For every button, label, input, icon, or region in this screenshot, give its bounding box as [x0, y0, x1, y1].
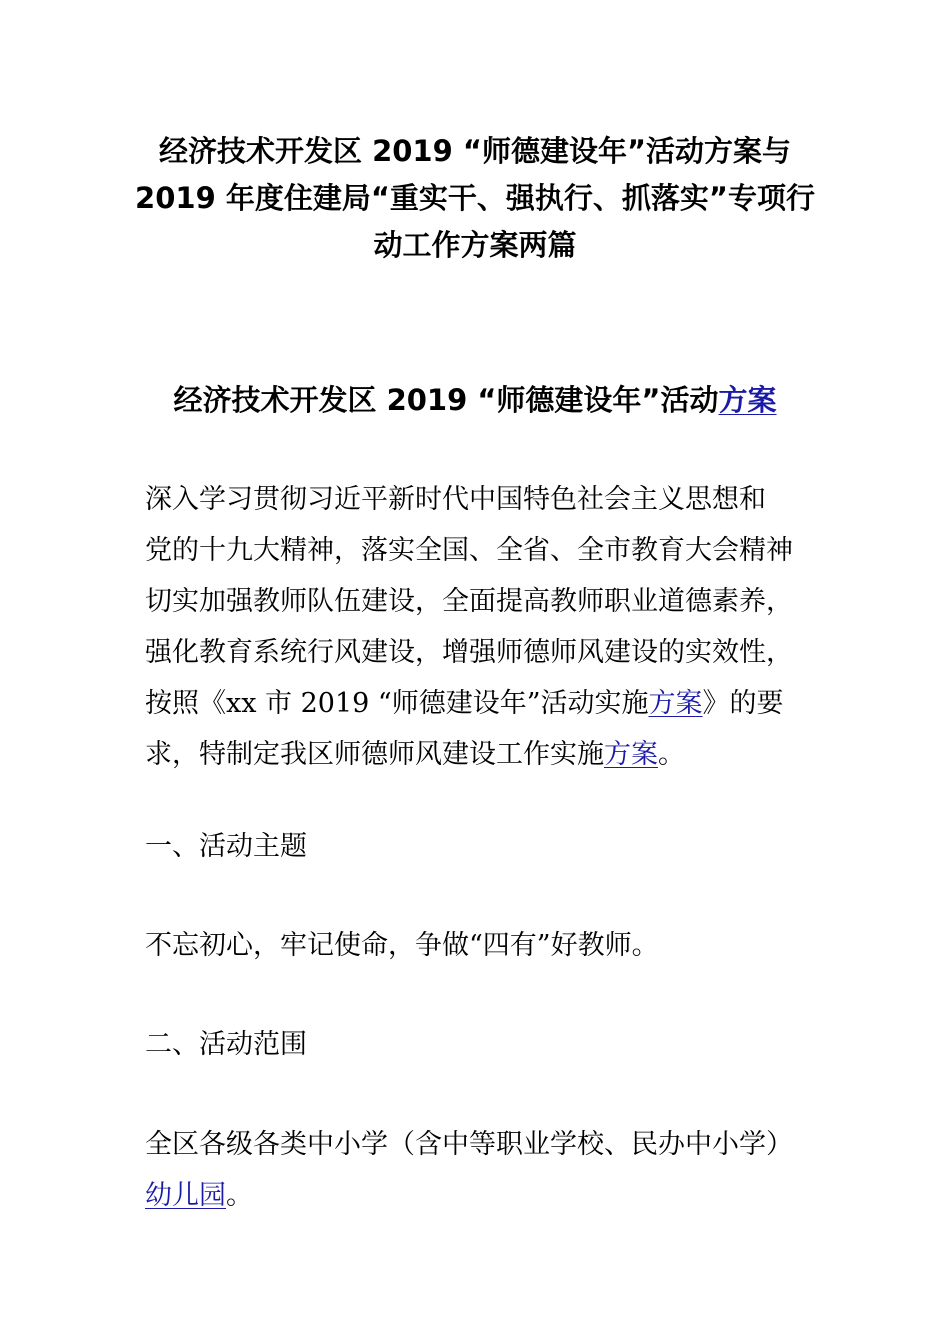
document-title-line-1: 经济技术开发区 2019 “师德建设年”活动方案与 [158, 134, 792, 168]
intro-line-6 [145, 729, 825, 780]
intro-paragraph [145, 474, 825, 780]
intro-line-5-tail: 》的要 [702, 688, 784, 719]
intro-line-2: 党的十九大精神，落实全国、全省、全市教育大会精神 [145, 535, 793, 566]
kindergarten-link[interactable]: 幼儿园 [145, 1180, 226, 1211]
document-title-line-3: 动工作方案两篇 [373, 228, 577, 262]
document-title-line-2: 2019 年度住建局“重实干、强执行、抓落实”专项行 [135, 181, 815, 215]
theme-paragraph: 不忘初心，牢记使命，争做“四有”好教师。 [145, 930, 659, 961]
intro-line-1: 深入学习贯彻习近平新时代中国特色社会主义思想和 [145, 484, 766, 515]
intro-line-5 [145, 678, 825, 729]
intro-line-4: 强化教育系统行风建设，增强师德师风建设的实效性， [145, 637, 793, 668]
heading-activity-scope: 二、活动范围 [145, 1029, 307, 1060]
scope-line-1: 全区各级各类中小学（含中等职业学校、民办中小学） [145, 1129, 793, 1160]
scope-paragraph [145, 1119, 825, 1221]
section-title [100, 378, 850, 422]
intro-line-6-tail: 。 [658, 739, 685, 770]
intro-plan-link-1[interactable]: 方案 [648, 688, 703, 719]
heading-activity-theme: 一、活动主题 [145, 831, 307, 862]
intro-line-5-text: 按照《xx 市 2019 “师德建设年”活动实施 [145, 688, 649, 719]
section-title-text: 经济技术开发区 2019 “师德建设年”活动 [173, 383, 719, 417]
section-title-link[interactable]: 方案 [718, 383, 777, 417]
intro-line-6-text: 求，特制定我区师德师风建设工作实施 [145, 739, 604, 770]
scope-line-2 [145, 1170, 825, 1221]
scope-line-2-tail: 。 [226, 1180, 253, 1211]
intro-plan-link-2[interactable]: 方案 [604, 739, 658, 770]
intro-line-3: 切实加强教师队伍建设，全面提高教师职业道德素养， [145, 586, 793, 617]
document-title [120, 128, 830, 269]
